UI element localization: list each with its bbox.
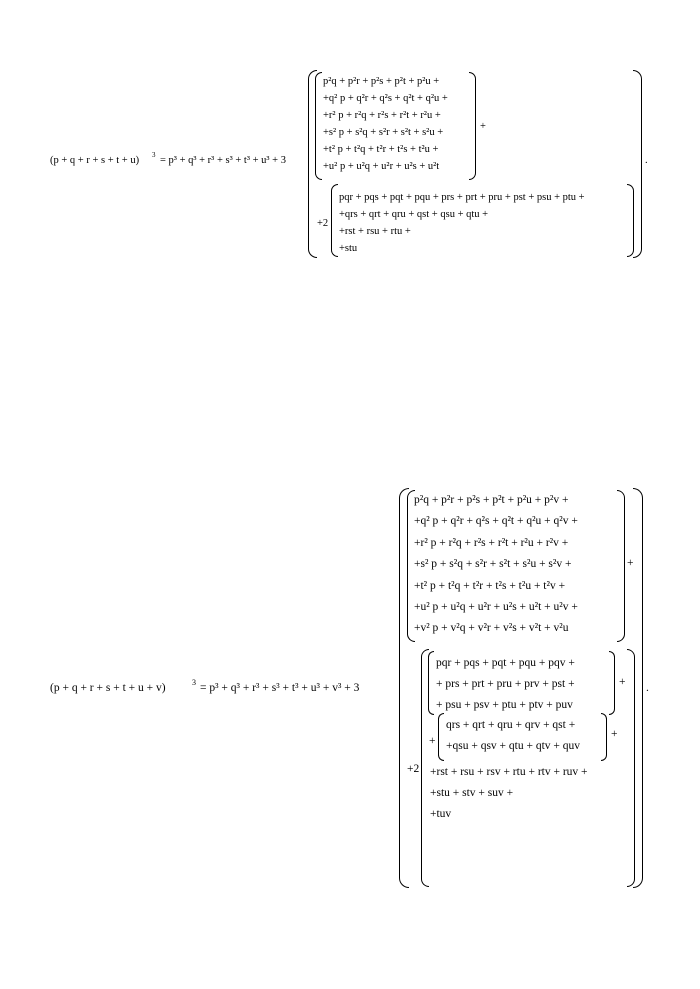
formula-line: +tuv [430, 808, 452, 820]
formula-line: +stu + stv + suv + [430, 787, 514, 799]
eq2-plus-after-inner: + [627, 557, 634, 569]
formula-line: +r² p + r²q + r²s + r²t + r²u + [323, 110, 441, 121]
formula-line: p²q + p²r + p²s + p²t + p²u + p²v + [414, 494, 569, 506]
formula-line: +u² p + u²q + u²r + u²s + u²t + u²v + [414, 601, 578, 614]
eq1-inner-paren-right [469, 72, 476, 180]
eq1-rhs-cubes: = p³ + q³ + r³ + s³ + t³ + u³ + 3 [160, 155, 286, 166]
eq1-lhs: (p + q + r + s + t + u) [50, 155, 140, 166]
eq2-q-group-paren-right [601, 713, 607, 761]
eq2-inner-paren-right [617, 490, 625, 642]
eq2-p-group-plus: + [619, 676, 626, 688]
eq1-triple-paren-right [627, 184, 634, 257]
formula-line: +rst + rsu + rsv + rtu + rtv + ruv + [430, 766, 588, 778]
formula-line: +s² p + s²q + s²r + s²t + s²u + [323, 127, 444, 138]
eq2-q-group-prefix: + [429, 735, 436, 747]
formula-line: qrs + qrt + qru + qrv + qst + [446, 719, 576, 731]
eq1-period: . [645, 155, 648, 166]
eq2-p-group-paren-right [609, 651, 615, 715]
eq2-inner-lines [414, 490, 578, 640]
formula-line: + prs + prt + pru + prv + pst + [436, 678, 575, 690]
eq2-q-group-paren-left [438, 713, 444, 761]
eq1-two-coefficient: +2 [317, 218, 329, 229]
eq2-lhs: (p + q + r + s + t + u + v) [50, 682, 166, 694]
eq1-outer-paren-right [633, 70, 642, 258]
eq1-triple-paren-left [331, 184, 338, 257]
eq1-inner-paren-left [315, 72, 322, 180]
formula-line: +qsu + qsv + qtu + qtv + quv [446, 740, 581, 752]
formula-line: +r² p + r²q + r²s + r²t + r²u + r²v + [414, 536, 569, 549]
formula-line: +s² p + s²q + s²r + s²t + s²u + s²v + [414, 558, 572, 571]
formula-line: pqr + pqs + pqt + pqu + pqv + [436, 657, 575, 669]
eq2-q-group-lines [446, 715, 580, 757]
formula-line: +q² p + q²r + q²s + q²t + q²u + q²v + [414, 515, 578, 528]
eq1-inner-lines [323, 73, 448, 175]
eq1-lhs-exponent: 3 [152, 151, 156, 159]
eq2-p-group-paren-left [428, 651, 434, 715]
formula-line: +qrs + qrt + qru + qst + qsu + qtu + [339, 209, 489, 220]
formula-line: +u² p + u²q + u²r + u²s + u²t [323, 161, 440, 172]
formula-line: +q² p + q²r + q²s + q²t + q²u + [323, 93, 448, 104]
eq2-q-group-plus: + [611, 728, 618, 740]
eq2-two-coefficient: +2 [407, 763, 420, 775]
eq1-triple-lines [339, 189, 585, 257]
eq2-lhs-exponent: 3 [192, 678, 196, 687]
formula-line: +v² p + v²q + v²r + v²s + v²t + v²u [414, 622, 569, 635]
formula-line: +t² p + t²q + t²r + t²s + t²u + [323, 144, 439, 155]
eq2-triple-paren-right [627, 649, 635, 887]
formula-line: +stu [339, 243, 358, 254]
eq1-plus-after-inner: + [480, 121, 486, 132]
formula-line: pqr + pqs + pqt + pqu + prs + prt + pru + pst + psu + ptu + [339, 192, 585, 203]
eq2-period: . [646, 682, 649, 694]
eq2-rest-lines [430, 762, 588, 825]
formula-line: + psu + psv + ptu + ptv + puv [436, 699, 573, 711]
eq2-p-group-lines [436, 653, 575, 716]
formula-line: +t² p + t²q + t²r + t²s + t²u + t²v + [414, 579, 566, 592]
formula-line: +rst + rsu + rtu + [339, 226, 411, 237]
eq2-rhs-cubes: = p³ + q³ + r³ + s³ + t³ + u³ + v³ + 3 [200, 682, 360, 694]
formula-line: p²q + p²r + p²s + p²t + p²u + [323, 76, 440, 87]
